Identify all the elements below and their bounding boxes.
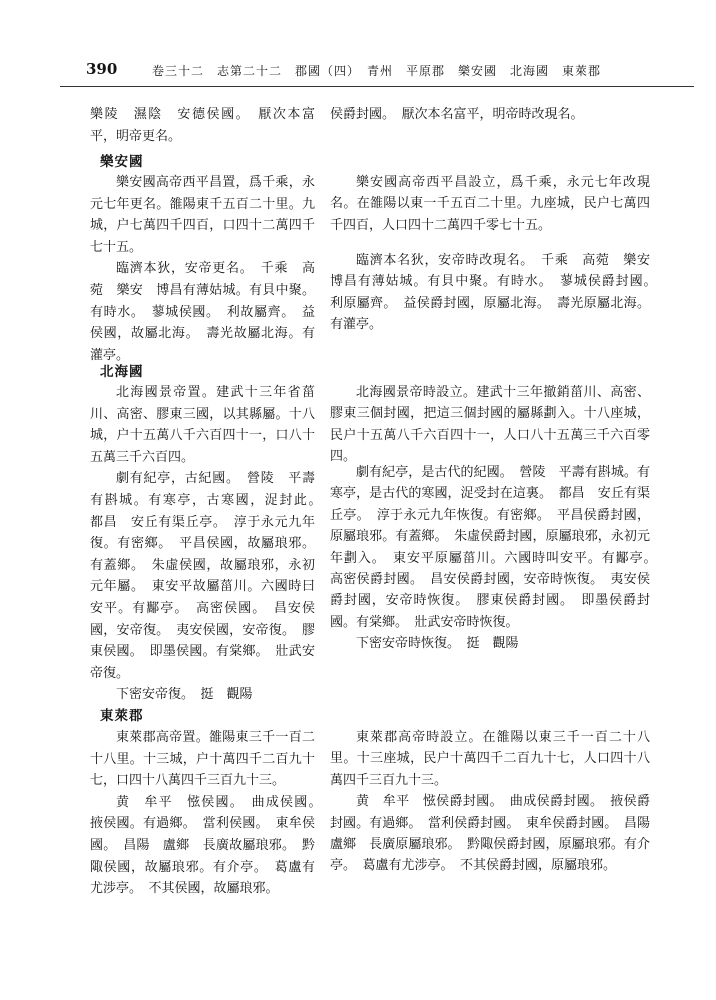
left-lean-block: [90, 172, 315, 366]
right-paragraph-beihai-1: 北海國景帝時設立。建武十三年撤銷菑川、高密、膠東三個封國，把這三個封國的屬縣劃入。十八座城，民户十五萬八千六百四十一，人口八十五萬三千六百零四。: [330, 385, 650, 465]
left-paragraph-lean-2: 臨濟本狄，安帝更名。 千乘 高菀 樂安 博昌有薄姑城。有貝中聚。有時水。 蓼城侯國。 利故屬齊。 益侯國，故屬北海。 壽光故屬北海。有灌亭。: [90, 261, 315, 363]
left-paragraph-donglai-2: 黄 牟平 惤侯國。 曲成侯國。 掖侯國。有過鄉。 當利侯國。 東牟侯國。 昌陽 盧鄉 長廣故屬琅邪。 黔陬侯國，故屬琅邪。有介亭。 葛盧有尤涉亭。 不其侯國，故屬琅邪。: [90, 794, 329, 897]
left-paragraph-top: 樂陵 濕陰 安德侯國。 厭次本富平，明帝更名。: [90, 107, 315, 144]
right-lean-block: [330, 172, 650, 236]
left-paragraph-donglai-1: 東萊郡高帝置。雒陽東三千一百二十八里。十三城，户十萬四千二百九十七，口四十八萬四千三百九十三。: [90, 730, 315, 789]
right-beihai-block: [330, 382, 650, 468]
page-header: [86, 60, 686, 86]
left-heading-lean: [100, 150, 144, 170]
section-heading-beihai: 北海國: [100, 364, 144, 380]
left-beihai-block: [90, 382, 329, 706]
left-paragraph-beihai-3: 下密安帝復。 挺 觀陽: [116, 687, 253, 703]
right-lean-block-2: [330, 250, 664, 336]
right-paragraph-top: 侯爵封國。 厭次本名富平，明帝時改現名。: [330, 107, 584, 122]
section-heading-lean: 樂安國: [100, 154, 144, 170]
right-beihai-block-2: [330, 462, 664, 655]
left-top-block: [90, 104, 315, 147]
right-paragraph-donglai-2: 黄 牟平 惤侯爵封國。 曲成侯爵封國。 掖侯爵封國。有過鄉。 當利侯爵封國。 東牟侯爵封國。 昌陽 盧鄉 長廣原屬琅邪。 黔陬侯爵封國，原屬琅邪。有介亭。 葛盧有尤涉亭。 不其侯爵封國，原屬琅邪。: [330, 794, 664, 874]
left-paragraph-beihai-1: 北海國景帝置。建武十三年省菑川、高密、膠東三國，以其縣屬。十八城，户十五萬八千六百四十一，口八十五萬三千六百四。: [90, 385, 315, 465]
right-paragraph-beihai-3: 下密安帝時恢復。 挺 觀陽: [356, 636, 519, 652]
right-paragraph-lean-1: 樂安國高帝西平昌設立，爲千乘，永元七年改現名。在雒陽以東一千五百二十里。九座城，民户七萬四千四百，人口四十二萬四千零七十五。: [330, 175, 650, 233]
right-paragraph-beihai-2: 劇有紀亭，是古代的紀國。 營陵 平壽有斟城。有寒亭，是古代的寒國，浞受封在這裏。 都昌 安丘有渠丘亭。 淳于永元九年恢復。有密鄉。 平昌侯爵封國，原屬琅邪。有蓋鄉。 朱虛侯爵封國，原屬琅邪，永初元年劃入。 東安平原屬菑川。六國時叫安平。有酅亭。 高密侯爵封國。 昌安侯爵封國，安帝時恢復。 夷安侯爵封國，安帝時恢復。 膠東侯爵封國。 即墨侯爵封國。有棠鄉。 壯武安帝時恢復。: [330, 465, 664, 630]
right-top-block: [330, 104, 584, 125]
right-donglai-block: [330, 727, 664, 877]
running-head: 卷三十二 志第二十二 郡國（四） 青州 平原郡 樂安國 北海國 東萊郡: [152, 64, 602, 78]
left-paragraph-beihai-2: 劇有紀亭，古紀國。 營陵 平壽有斟城。有寒亭，古寒國，浞封此。 都昌 安丘有渠丘亭。 淳于永元九年復。有密鄉。 平昌侯國，故屬琅邪。有蓋鄉。 朱虛侯國，故屬琅邪，永初元年屬。 東安平故屬菑川。六國時曰安平。有酅亭。 高密侯國。 昌安侯國，安帝復。 夷安侯國，安帝復。 膠東侯國。 即墨侯國。有棠鄉。 壯武安帝復。: [90, 471, 329, 681]
header-rule: [60, 86, 694, 87]
page-number: 390: [86, 60, 118, 78]
right-paragraph-lean-2: 臨濟本名狄，安帝時改現名。 千乘 高菀 樂安 博昌有薄姑城。有貝中聚。有時水。 蓼城侯爵封國。 利原屬齊。 益侯爵封國，原屬北海。 壽光原屬北海。有灌亭。: [330, 253, 664, 333]
left-heading-donglai: [100, 704, 144, 724]
left-paragraph-lean-1: 樂安國高帝西平昌置，爲千乘，永元七年更名。雒陽東千五百二十里。九城，户七萬四千四百，口四十二萬四千七十五。: [90, 175, 315, 255]
right-paragraph-donglai-1: 東萊郡高帝時設立。在雒陽以東三千一百二十八里。十三座城，民户十萬四千二百九十七，人口四十八萬四千三百九十三。: [330, 730, 650, 788]
left-heading-beihai: [100, 360, 144, 380]
left-donglai-block: [90, 727, 329, 900]
section-heading-donglai: 東萊郡: [100, 708, 144, 724]
